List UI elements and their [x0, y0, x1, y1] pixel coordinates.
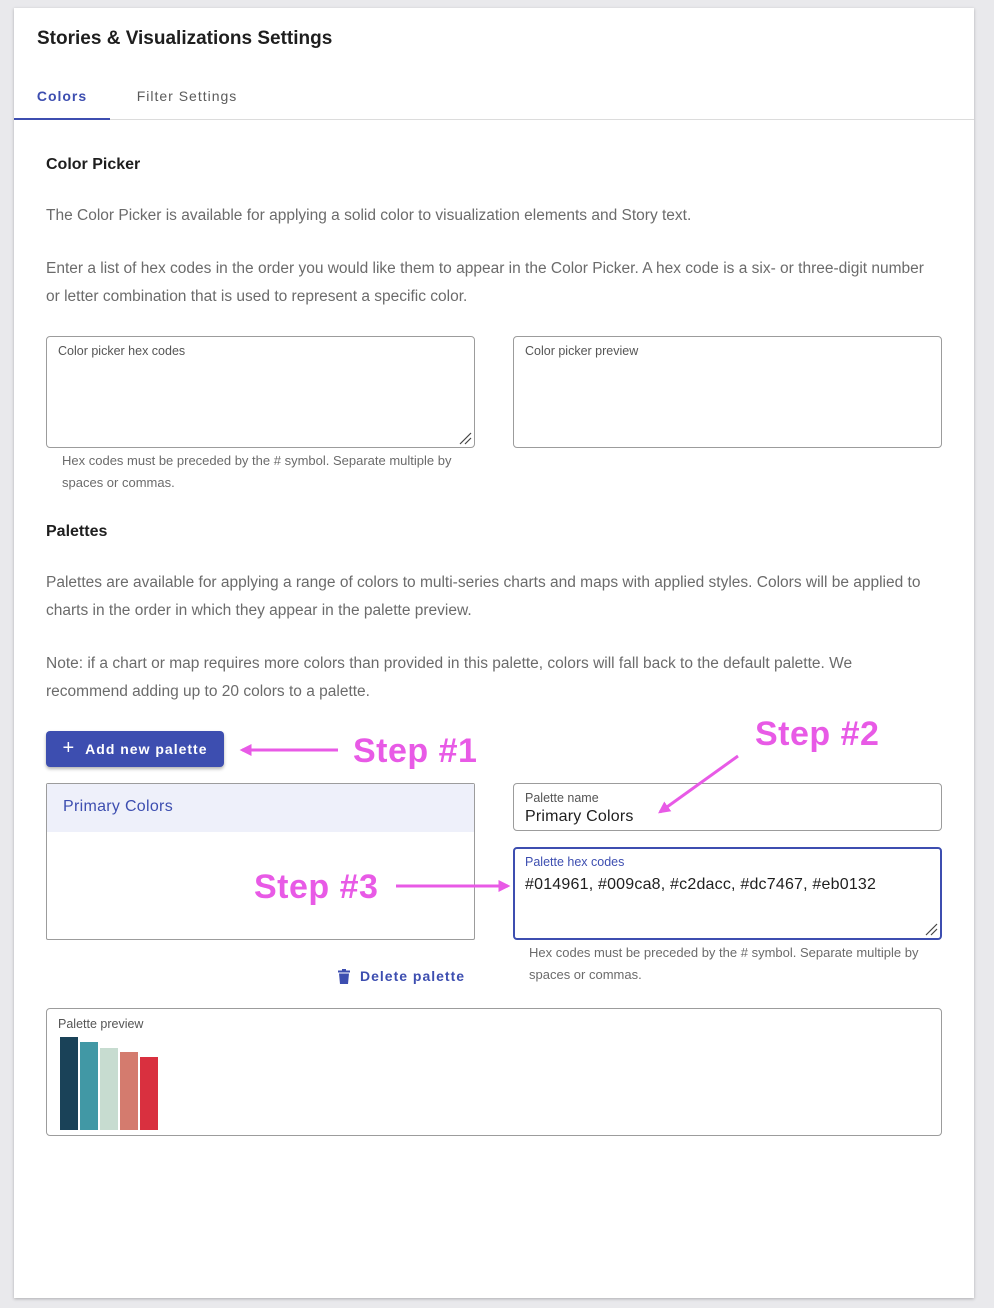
- palettes-note: Note: if a chart or map requires more colors than provided in this palette, colors will fall back to the default palette. We recommend adding up to 20 colors to a palette.: [46, 655, 853, 700]
- color-picker-helper-text: Hex codes must be preceded by the # symbol. Separate multiple by spaces or commas.: [62, 453, 452, 490]
- palette-swatch: [80, 1042, 98, 1130]
- palette-swatch: [100, 1048, 118, 1130]
- palette-swatch: [140, 1057, 158, 1130]
- palette-hex-codes-value: #014961, #009ca8, #c2dacc, #dc7467, #eb0132: [525, 876, 877, 893]
- palette-preview-box: [46, 1008, 942, 1136]
- palette-preview-label: Palette preview: [58, 1017, 144, 1031]
- tab-colors[interactable]: Colors: [14, 78, 110, 120]
- tab-bar: [14, 78, 974, 120]
- palette-list-item[interactable]: Primary Colors: [47, 784, 474, 832]
- color-picker-heading: Color Picker: [46, 156, 141, 173]
- trash-icon: [338, 969, 350, 984]
- palette-helper-text: Hex codes must be preceded by the # symbol. Separate multiple by spaces or commas.: [529, 945, 919, 982]
- color-picker-description: The Color Picker is available for applying a solid color to visualization elements and Story text.: [46, 207, 692, 224]
- color-picker-hex-field[interactable]: [46, 336, 475, 448]
- step-3-annotation: Step #3: [254, 868, 379, 906]
- plus-icon: +: [62, 737, 76, 759]
- resize-grip-icon[interactable]: [458, 431, 472, 445]
- color-picker-instructions: Enter a list of hex codes in the order you would like them to appear in the Color Picker. A hex code is a six- or three-digit number or letter combination that is used to represent a specific color.: [46, 260, 924, 305]
- page-title: Stories & Visualizations Settings: [37, 28, 333, 49]
- delete-palette-button[interactable]: [338, 965, 465, 987]
- palette-swatch: [60, 1037, 78, 1130]
- color-picker-preview-box: [513, 336, 942, 448]
- palette-swatch: [120, 1052, 138, 1130]
- palettes-description: Palettes are available for applying a range of colors to multi-series charts and maps with applied styles. Colors will be applied to charts in the order in which they appear in the palette preview.: [46, 574, 921, 619]
- palette-hex-codes-field[interactable]: [513, 847, 942, 940]
- color-picker-hex-label: Color picker hex codes: [58, 344, 186, 358]
- resize-grip-icon[interactable]: [924, 922, 938, 936]
- step-1-annotation: Step #1: [353, 732, 478, 770]
- palette-hex-codes-label: Palette hex codes: [525, 855, 625, 869]
- delete-palette-label: Delete palette: [360, 968, 466, 984]
- color-picker-preview-label: Color picker preview: [525, 344, 639, 358]
- settings-card: [14, 8, 974, 1298]
- add-new-palette-button[interactable]: [46, 731, 224, 767]
- palette-name-value: Primary Colors: [525, 808, 634, 825]
- palette-list: [46, 783, 475, 940]
- tab-filter-settings[interactable]: Filter Settings: [136, 88, 238, 104]
- add-new-palette-label: Add new palette: [85, 741, 208, 757]
- palettes-heading: Palettes: [46, 523, 108, 540]
- palette-name-label: Palette name: [525, 791, 599, 805]
- palette-name-field[interactable]: [513, 783, 942, 831]
- step-2-annotation: Step #2: [755, 715, 880, 753]
